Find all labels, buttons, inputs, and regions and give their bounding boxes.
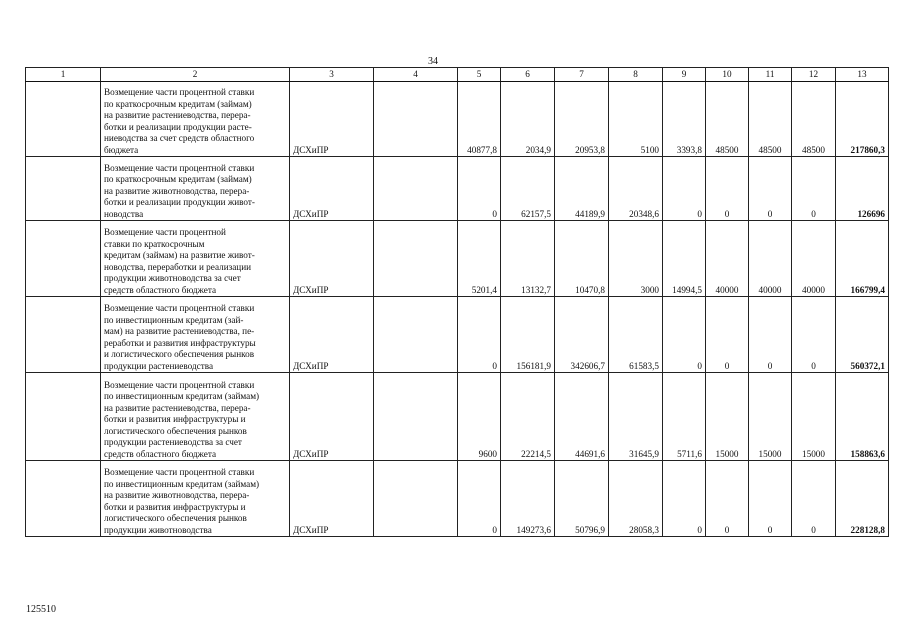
empty-cell (374, 461, 458, 537)
value-cell: 3000 (609, 221, 663, 297)
column-number-cell: 9 (663, 68, 706, 82)
value-cell: 22214,5 (501, 373, 555, 461)
value-cell: 0 (458, 297, 501, 373)
executor-cell: ДСХиПР (290, 221, 374, 297)
value-cell: 0 (749, 157, 792, 221)
executor-cell: ДСХиПР (290, 373, 374, 461)
value-cell: 44691,6 (555, 373, 609, 461)
empty-cell (374, 373, 458, 461)
description-cell: Возмещение части процентной ставки по инвестиционным кредитам (займам) на развитие растениеводства, перера- ботки и развития инфраструктуры и логистического обеспечения рынков продукции растениеводства за счет средств областного бюджета (101, 373, 290, 461)
empty-cell (374, 82, 458, 157)
column-number-cell: 13 (836, 68, 889, 82)
budget-table (25, 67, 889, 537)
table-row (26, 221, 889, 297)
description-cell: Возмещение части процентной ставки по краткосрочным кредитам (займам) на развитие животноводства, перера- ботки и реализации продукции живот- новодства (101, 157, 290, 221)
value-cell: 0 (706, 157, 749, 221)
value-cell: 31645,9 (609, 373, 663, 461)
value-cell: 0 (792, 297, 836, 373)
total-cell: 560372,1 (836, 297, 889, 373)
value-cell: 10470,8 (555, 221, 609, 297)
column-number-cell: 2 (101, 68, 290, 82)
value-cell: 0 (792, 461, 836, 537)
row-number-cell (26, 221, 101, 297)
column-number-cell: 12 (792, 68, 836, 82)
description-cell: Возмещение части процентной ставки по инвестиционным кредитам (займам) на развитие животноводства, перера- ботки и развития инфраструктуры и логистического обеспечения рынков продукции животноводства (101, 461, 290, 537)
description-cell: Возмещение части процентной ставки по краткосрочным кредитам (займам) на развитие растениеводства, перера- ботки и реализации продукции расте- ниеводства за счет средств областного бюджета (101, 82, 290, 157)
column-number-cell: 6 (501, 68, 555, 82)
value-cell: 0 (663, 461, 706, 537)
value-cell: 40877,8 (458, 82, 501, 157)
table-row (26, 461, 889, 537)
value-cell: 40000 (749, 221, 792, 297)
value-cell: 5201,4 (458, 221, 501, 297)
column-number-cell: 11 (749, 68, 792, 82)
column-number-cell: 8 (609, 68, 663, 82)
value-cell: 0 (458, 461, 501, 537)
column-number-row (26, 68, 889, 82)
document-code: 125510 (26, 604, 56, 615)
value-cell: 0 (706, 461, 749, 537)
value-cell: 50796,9 (555, 461, 609, 537)
value-cell: 14994,5 (663, 221, 706, 297)
value-cell: 40000 (706, 221, 749, 297)
row-number-cell (26, 461, 101, 537)
executor-cell: ДСХиПР (290, 461, 374, 537)
executor-cell: ДСХиПР (290, 297, 374, 373)
value-cell: 9600 (458, 373, 501, 461)
page-number: 34 (428, 56, 438, 67)
value-cell: 3393,8 (663, 82, 706, 157)
value-cell: 0 (663, 297, 706, 373)
empty-cell (374, 221, 458, 297)
total-cell: 158863,6 (836, 373, 889, 461)
value-cell: 48500 (749, 82, 792, 157)
value-cell: 0 (706, 297, 749, 373)
value-cell: 0 (792, 157, 836, 221)
row-number-cell (26, 297, 101, 373)
value-cell: 0 (749, 461, 792, 537)
table-row (26, 82, 889, 157)
value-cell: 28058,3 (609, 461, 663, 537)
value-cell: 5711,6 (663, 373, 706, 461)
value-cell: 20953,8 (555, 82, 609, 157)
value-cell: 0 (458, 157, 501, 221)
column-number-cell: 7 (555, 68, 609, 82)
value-cell: 0 (749, 297, 792, 373)
value-cell: 40000 (792, 221, 836, 297)
row-number-cell (26, 373, 101, 461)
value-cell: 15000 (706, 373, 749, 461)
column-number-cell: 5 (458, 68, 501, 82)
description-cell: Возмещение части процентной ставки по инвестиционным кредитам (зай- мам) на развитие растениеводства, пе- реработки и развития инфраструктуры и логистического обеспечения рынков продукции растениеводства (101, 297, 290, 373)
empty-cell (374, 157, 458, 221)
value-cell: 13132,7 (501, 221, 555, 297)
value-cell: 48500 (706, 82, 749, 157)
description-cell: Возмещение части процентной ставки по краткосрочным кредитам (займам) на развитие живот- новодства, переработки и реализации продукции животноводства за счет средств областного бюджета (101, 221, 290, 297)
total-cell: 126696 (836, 157, 889, 221)
value-cell: 15000 (792, 373, 836, 461)
value-cell: 20348,6 (609, 157, 663, 221)
column-number-cell: 4 (374, 68, 458, 82)
table-row (26, 373, 889, 461)
total-cell: 166799,4 (836, 221, 889, 297)
value-cell: 2034,9 (501, 82, 555, 157)
value-cell: 0 (663, 157, 706, 221)
value-cell: 15000 (749, 373, 792, 461)
table-row (26, 157, 889, 221)
executor-cell: ДСХиПР (290, 82, 374, 157)
value-cell: 61583,5 (609, 297, 663, 373)
value-cell: 149273,6 (501, 461, 555, 537)
value-cell: 156181,9 (501, 297, 555, 373)
row-number-cell (26, 82, 101, 157)
column-number-cell: 10 (706, 68, 749, 82)
column-number-cell: 1 (26, 68, 101, 82)
value-cell: 5100 (609, 82, 663, 157)
value-cell: 44189,9 (555, 157, 609, 221)
value-cell: 62157,5 (501, 157, 555, 221)
total-cell: 228128,8 (836, 461, 889, 537)
table-row (26, 297, 889, 373)
column-number-cell: 3 (290, 68, 374, 82)
row-number-cell (26, 157, 101, 221)
value-cell: 342606,7 (555, 297, 609, 373)
value-cell: 48500 (792, 82, 836, 157)
executor-cell: ДСХиПР (290, 157, 374, 221)
empty-cell (374, 297, 458, 373)
total-cell: 217860,3 (836, 82, 889, 157)
